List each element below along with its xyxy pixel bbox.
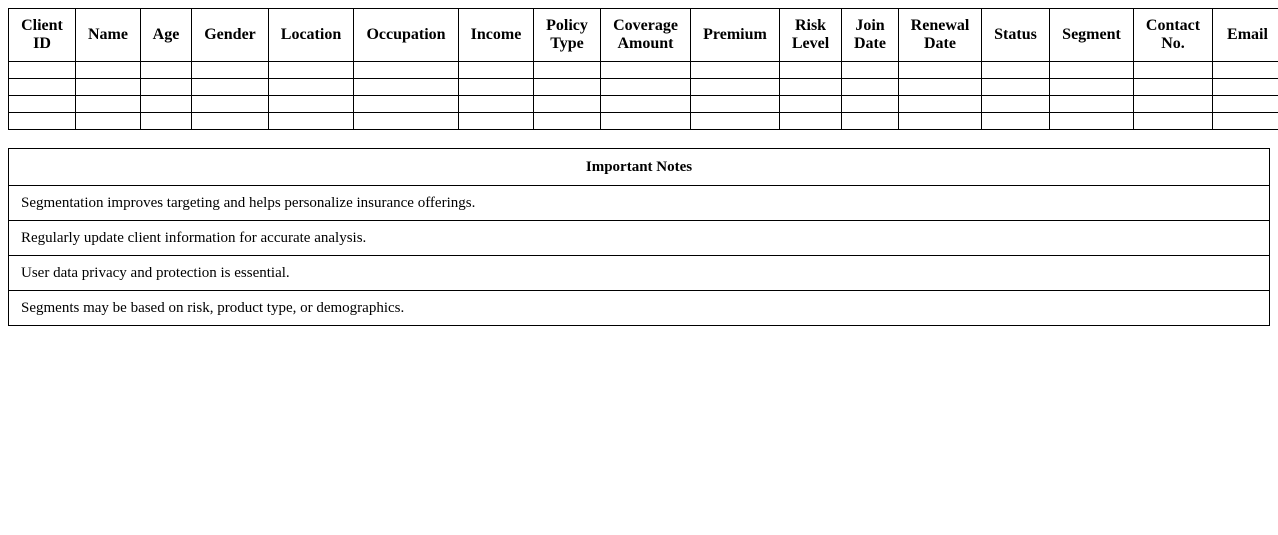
table-cell[interactable] (192, 79, 269, 96)
table-cell[interactable] (354, 96, 459, 113)
column-header-coverage-amount: Coverage Amount (601, 9, 691, 62)
table-cell[interactable] (899, 62, 982, 79)
table-cell[interactable] (842, 79, 899, 96)
note-row (9, 256, 1270, 291)
table-cell[interactable] (982, 96, 1050, 113)
table-cell[interactable] (842, 62, 899, 79)
table-cell[interactable] (1134, 79, 1213, 96)
column-header-renewal-date: Renewal Date (899, 9, 982, 62)
column-header-premium: Premium (691, 9, 780, 62)
column-header-email: Email (1213, 9, 1278, 62)
table-cell[interactable] (76, 113, 141, 130)
table-cell[interactable] (192, 96, 269, 113)
table-cell[interactable] (141, 79, 192, 96)
table-cell[interactable] (1213, 79, 1278, 96)
table-cell[interactable] (354, 62, 459, 79)
table-cell[interactable] (192, 62, 269, 79)
table-cell[interactable] (9, 113, 76, 130)
table-cell[interactable] (459, 113, 534, 130)
table-cell[interactable] (842, 113, 899, 130)
table-cell[interactable] (1050, 62, 1134, 79)
table-cell[interactable] (9, 96, 76, 113)
table-cell[interactable] (982, 79, 1050, 96)
note-item: User data privacy and protection is essential. (9, 256, 1270, 291)
table-cell[interactable] (1134, 62, 1213, 79)
important-notes-table (8, 148, 1270, 326)
table-cell[interactable] (691, 62, 780, 79)
column-header-contact-no: Contact No. (1134, 9, 1213, 62)
note-row (9, 186, 1270, 221)
table-cell[interactable] (982, 113, 1050, 130)
table-row (9, 62, 1278, 79)
table-cell[interactable] (899, 96, 982, 113)
table-cell[interactable] (354, 113, 459, 130)
table-cell[interactable] (601, 113, 691, 130)
table-cell[interactable] (76, 62, 141, 79)
table-cell[interactable] (1134, 113, 1213, 130)
table-cell[interactable] (9, 79, 76, 96)
column-header-risk-level: Risk Level (780, 9, 842, 62)
table-cell[interactable] (534, 96, 601, 113)
table-cell[interactable] (1213, 62, 1278, 79)
table-cell[interactable] (842, 96, 899, 113)
table-cell[interactable] (141, 113, 192, 130)
table-cell[interactable] (192, 113, 269, 130)
note-item: Segmentation improves targeting and helps personalize insurance offerings. (9, 186, 1270, 221)
client-table-body (9, 62, 1278, 130)
table-cell[interactable] (1213, 96, 1278, 113)
table-cell[interactable] (1050, 96, 1134, 113)
notes-title: Important Notes (9, 149, 1270, 186)
table-row (9, 113, 1278, 130)
table-cell[interactable] (269, 62, 354, 79)
table-cell[interactable] (780, 79, 842, 96)
table-cell[interactable] (269, 113, 354, 130)
column-header-client-id: Client ID (9, 9, 76, 62)
note-item: Regularly update client information for accurate analysis. (9, 221, 1270, 256)
table-cell[interactable] (1213, 113, 1278, 130)
column-header-policy-type: Policy Type (534, 9, 601, 62)
column-header-join-date: Join Date (842, 9, 899, 62)
table-cell[interactable] (459, 79, 534, 96)
table-cell[interactable] (691, 113, 780, 130)
table-cell[interactable] (691, 79, 780, 96)
table-cell[interactable] (269, 79, 354, 96)
note-item: Segments may be based on risk, product type, or demographics. (9, 291, 1270, 326)
column-header-gender: Gender (192, 9, 269, 62)
table-cell[interactable] (534, 113, 601, 130)
column-header-segment: Segment (1050, 9, 1134, 62)
table-cell[interactable] (691, 96, 780, 113)
column-header-occupation: Occupation (354, 9, 459, 62)
table-cell[interactable] (141, 62, 192, 79)
table-cell[interactable] (459, 62, 534, 79)
table-cell[interactable] (1134, 96, 1213, 113)
note-row (9, 221, 1270, 256)
notes-header-row (9, 149, 1270, 186)
table-cell[interactable] (141, 96, 192, 113)
note-row (9, 291, 1270, 326)
table-cell[interactable] (601, 96, 691, 113)
table-cell[interactable] (780, 96, 842, 113)
table-cell[interactable] (76, 96, 141, 113)
column-header-age: Age (141, 9, 192, 62)
table-cell[interactable] (459, 96, 534, 113)
table-cell[interactable] (601, 79, 691, 96)
table-cell[interactable] (76, 79, 141, 96)
client-table-header-row (9, 9, 1278, 62)
table-cell[interactable] (899, 113, 982, 130)
table-cell[interactable] (354, 79, 459, 96)
table-cell[interactable] (1050, 113, 1134, 130)
table-cell[interactable] (1050, 79, 1134, 96)
table-cell[interactable] (780, 113, 842, 130)
table-cell[interactable] (601, 62, 691, 79)
table-cell[interactable] (534, 62, 601, 79)
table-row (9, 96, 1278, 113)
table-row (9, 79, 1278, 96)
table-cell[interactable] (269, 96, 354, 113)
column-header-income: Income (459, 9, 534, 62)
table-cell[interactable] (899, 79, 982, 96)
table-cell[interactable] (982, 62, 1050, 79)
column-header-location: Location (269, 9, 354, 62)
table-cell[interactable] (534, 79, 601, 96)
column-header-status: Status (982, 9, 1050, 62)
client-table (8, 8, 1278, 130)
table-cell[interactable] (9, 62, 76, 79)
table-cell[interactable] (780, 62, 842, 79)
column-header-name: Name (76, 9, 141, 62)
